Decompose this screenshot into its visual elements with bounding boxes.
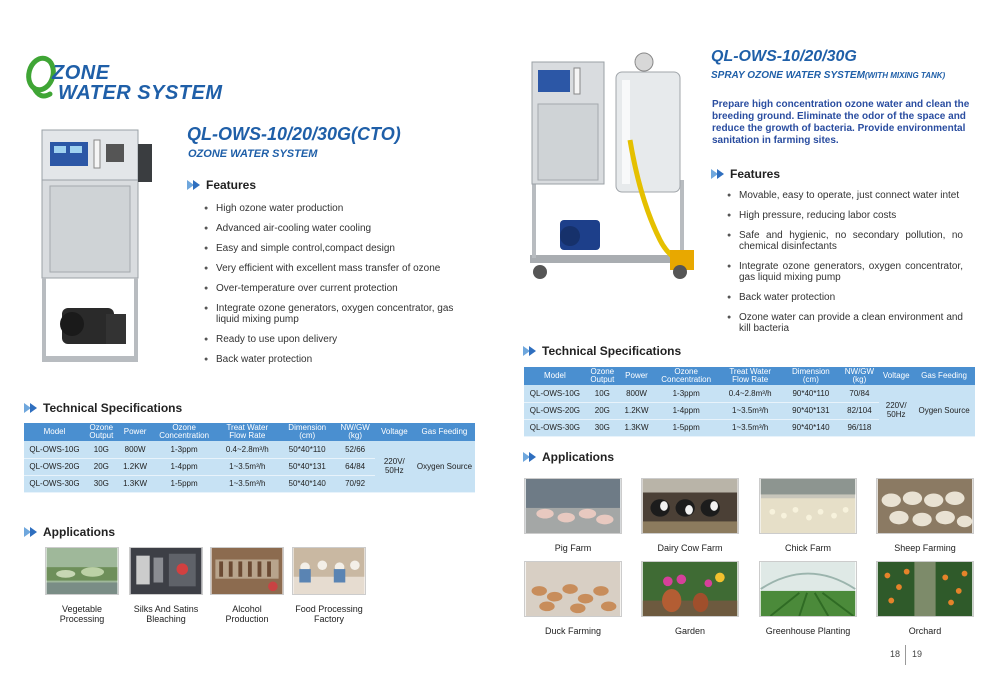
col-header: Power [619, 367, 654, 385]
feature-item: ● Back water protection [727, 292, 963, 303]
logo-text-zone: ZONE [52, 62, 110, 84]
right-applications-heading-label: Applications [542, 450, 615, 464]
table-cell: QL-OWS-10G [24, 441, 85, 458]
app-caption: Greenhouse Planting [765, 626, 851, 636]
app-caption: Food Processing Factory [295, 604, 363, 624]
table-cell: 1-3ppm [654, 385, 718, 402]
feature-item: ● Movable, easy to operate, just connect water intet [727, 190, 963, 201]
right-features-list [727, 190, 963, 343]
table-cell: 1.2KW [118, 458, 153, 475]
table-cell: QL-OWS-30G [24, 475, 85, 492]
feature-item: ● Integrate ozone generators, oxygen concentrator, gas liquid mixing pump [727, 261, 963, 283]
app-caption: Silks And Satins Bleaching [133, 604, 199, 624]
col-header: Ozone Concentration [153, 423, 216, 441]
right-features-heading [711, 167, 780, 181]
table-cell: 1-5ppm [153, 475, 216, 492]
vegetable-processing-photo [45, 547, 119, 595]
table-cell: 1.3KW [118, 475, 153, 492]
table-cell: 82/104 [840, 402, 880, 419]
feature-item: ● Very efficient with excellent mass transfer of ozone [204, 263, 469, 274]
col-header: Treat Water Flow Rate [718, 367, 782, 385]
table-cell: 50*40*110 [279, 441, 336, 458]
table-cell: 64/84 [336, 458, 375, 475]
voltage-cell: 220V/ 50Hz [879, 385, 913, 436]
alcohol-production-photo [210, 547, 284, 595]
app-caption: Orchard [908, 626, 942, 636]
section-arrow-icon [523, 452, 539, 462]
right-spec-table [524, 367, 975, 437]
app-orchard [876, 561, 974, 636]
app-pig-farm [524, 478, 622, 553]
col-header: Power [118, 423, 153, 441]
col-header: Ozone Output [586, 367, 619, 385]
section-arrow-icon [523, 346, 539, 356]
col-header: Voltage [375, 423, 414, 441]
table-cell: 800W [619, 385, 654, 402]
col-header: Ozone Concentration [654, 367, 718, 385]
col-header: Dimension (cm) [782, 367, 839, 385]
table-cell: 70/92 [336, 475, 375, 492]
table-header-row [24, 423, 475, 441]
col-header: Treat Water Flow Rate [216, 423, 279, 441]
left-features-heading [187, 178, 256, 192]
silks-bleaching-photo [129, 547, 203, 595]
left-applications-heading [24, 525, 115, 539]
table-cell: 1.3KW [619, 419, 654, 436]
table-header-row [524, 367, 975, 385]
feature-item: ● Safe and hygienic, no secondary pollution, no chemical disinfectants [727, 230, 963, 252]
app-caption: Chick Farm [784, 543, 831, 553]
left-features-heading-label: Features [206, 178, 257, 192]
table-cell: 90*40*110 [782, 385, 839, 402]
section-arrow-icon [24, 527, 40, 537]
app-caption: Vegetable Processing [59, 604, 105, 624]
chick-farm-photo [759, 478, 857, 534]
app-caption: Dairy Cow Farm [657, 543, 723, 553]
left-applications-heading-label: Applications [43, 525, 116, 539]
feature-item: ● Ozone water can provide a clean environment and kill bacteria [727, 312, 963, 334]
table-cell: 1~3.5m³/h [216, 475, 279, 492]
gas-feeding-cell: Oxygen Source [414, 441, 475, 492]
col-header: Model [24, 423, 85, 441]
table-cell: 1~3.5m³/h [718, 419, 782, 436]
left-features-list [204, 203, 469, 374]
greenhouse-planting-photo [759, 561, 857, 617]
app-caption: Pig Farm [554, 543, 592, 553]
feature-item: ● Advanced air-cooling water cooling [204, 223, 469, 234]
col-header: Voltage [879, 367, 913, 385]
left-spec-table [24, 423, 475, 493]
app-caption: Duck Farming [544, 626, 601, 636]
right-subtitle-small: (WITH MIXING TANK) [864, 71, 946, 80]
table-cell: 800W [118, 441, 153, 458]
table-cell: QL-OWS-20G [524, 402, 586, 419]
spray-ozone-water-machine-image [520, 50, 700, 295]
feature-item: ● Integrate ozone generators, oxygen concentrator, gas liquid mixing pump [204, 303, 469, 325]
right-features-heading-label: Features [730, 167, 781, 181]
feature-item: ● Easy and simple control,compact design [204, 243, 469, 254]
right-subtitle-main: SPRAY OZONE WATER SYSTEM [711, 70, 865, 81]
voltage-cell: 220V/ 50Hz [375, 441, 414, 492]
table-cell: 1~3.5m³/h [718, 402, 782, 419]
pig-farm-photo [524, 478, 622, 534]
table-cell: 30G [85, 475, 118, 492]
orchard-photo [876, 561, 974, 617]
app-silks-bleaching [129, 547, 203, 624]
page-number-left: 18 [890, 649, 901, 659]
table-cell: 50*40*140 [279, 475, 336, 492]
table-cell: 52/66 [336, 441, 375, 458]
feature-item: ● High ozone water production [204, 203, 469, 214]
table-cell: 50*40*131 [279, 458, 336, 475]
app-caption: Garden [674, 626, 706, 636]
app-vegetable-processing [45, 547, 119, 624]
right-description: Prepare high concentration ozone water and clean the breeding ground. Eliminate the odor of the space and reduce the growth of bacteria. Provide environmental sanitation in farming sites. [712, 99, 970, 146]
table-cell: 1~3.5m³/h [216, 458, 279, 475]
logo-text-water-system: WATER SYSTEM [58, 82, 223, 104]
col-header: NW/GW (kg) [840, 367, 880, 385]
duck-farming-photo [524, 561, 622, 617]
gas-feeding-cell: Oygen Source [913, 385, 975, 436]
feature-item: ● Back water protection [204, 354, 469, 365]
table-cell: 30G [586, 419, 619, 436]
col-header: Model [524, 367, 586, 385]
table-cell: 1.2KW [619, 402, 654, 419]
right-spec-heading [523, 344, 681, 358]
right-spec-heading-label: Technical Specifications [542, 344, 682, 358]
table-row [24, 441, 475, 458]
app-duck-farming [524, 561, 622, 636]
garden-photo [641, 561, 739, 617]
left-spec-heading-label: Technical Specifications [43, 401, 183, 415]
table-cell: QL-OWS-20G [24, 458, 85, 475]
col-header: Ozone Output [85, 423, 118, 441]
table-cell: 1-4ppm [153, 458, 216, 475]
page-number-right: 19 [912, 649, 923, 659]
table-cell: 1-5ppm [654, 419, 718, 436]
right-model-subtitle [711, 70, 945, 81]
section-arrow-icon [711, 169, 727, 179]
app-dairy-cow-farm [641, 478, 739, 553]
food-processing-photo [292, 547, 366, 595]
table-cell: 90*40*140 [782, 419, 839, 436]
table-cell: QL-OWS-30G [524, 419, 586, 436]
left-model-title: QL-OWS-10/20/30G(CTO) [187, 124, 401, 144]
dairy-cow-farm-photo [641, 478, 739, 534]
app-alcohol-production [210, 547, 284, 624]
app-chick-farm [759, 478, 857, 553]
feature-item: ● Ready to use upon delivery [204, 334, 469, 345]
feature-item: ● Over-temperature over current protection [204, 283, 469, 294]
table-cell: QL-OWS-10G [524, 385, 586, 402]
app-caption: Alcohol Production [225, 604, 269, 624]
ozone-water-machine-image [36, 128, 158, 368]
table-cell: 70/84 [840, 385, 880, 402]
app-garden [641, 561, 739, 636]
col-header: Dimension (cm) [279, 423, 336, 441]
table-cell: 0.4~2.8m³/h [718, 385, 782, 402]
table-cell: 20G [85, 458, 118, 475]
table-cell: 1-3ppm [153, 441, 216, 458]
feature-item: ● High pressure, reducing labor costs [727, 210, 963, 221]
page-number-divider [905, 645, 906, 665]
right-applications-heading [523, 450, 614, 464]
col-header: Gas Feeding [913, 367, 975, 385]
left-spec-heading [24, 401, 182, 415]
table-cell: 0.4~2.8m³/h [216, 441, 279, 458]
table-cell: 1-4ppm [654, 402, 718, 419]
app-caption: Sheep Farming [894, 543, 956, 553]
table-cell: 20G [586, 402, 619, 419]
app-greenhouse-planting [759, 561, 857, 636]
section-arrow-icon [24, 403, 40, 413]
app-sheep-farming [876, 478, 974, 553]
left-model-subtitle: OZONE WATER SYSTEM [188, 148, 318, 160]
sheep-farming-photo [876, 478, 974, 534]
table-cell: 90*40*131 [782, 402, 839, 419]
col-header: NW/GW (kg) [336, 423, 375, 441]
table-cell: 96/118 [840, 419, 880, 436]
right-model-title: QL-OWS-10/20/30G [711, 48, 857, 65]
col-header: Gas Feeding [414, 423, 475, 441]
table-row [524, 385, 975, 402]
app-food-processing [292, 547, 366, 624]
table-cell: 10G [586, 385, 619, 402]
section-arrow-icon [187, 180, 203, 190]
table-cell: 10G [85, 441, 118, 458]
